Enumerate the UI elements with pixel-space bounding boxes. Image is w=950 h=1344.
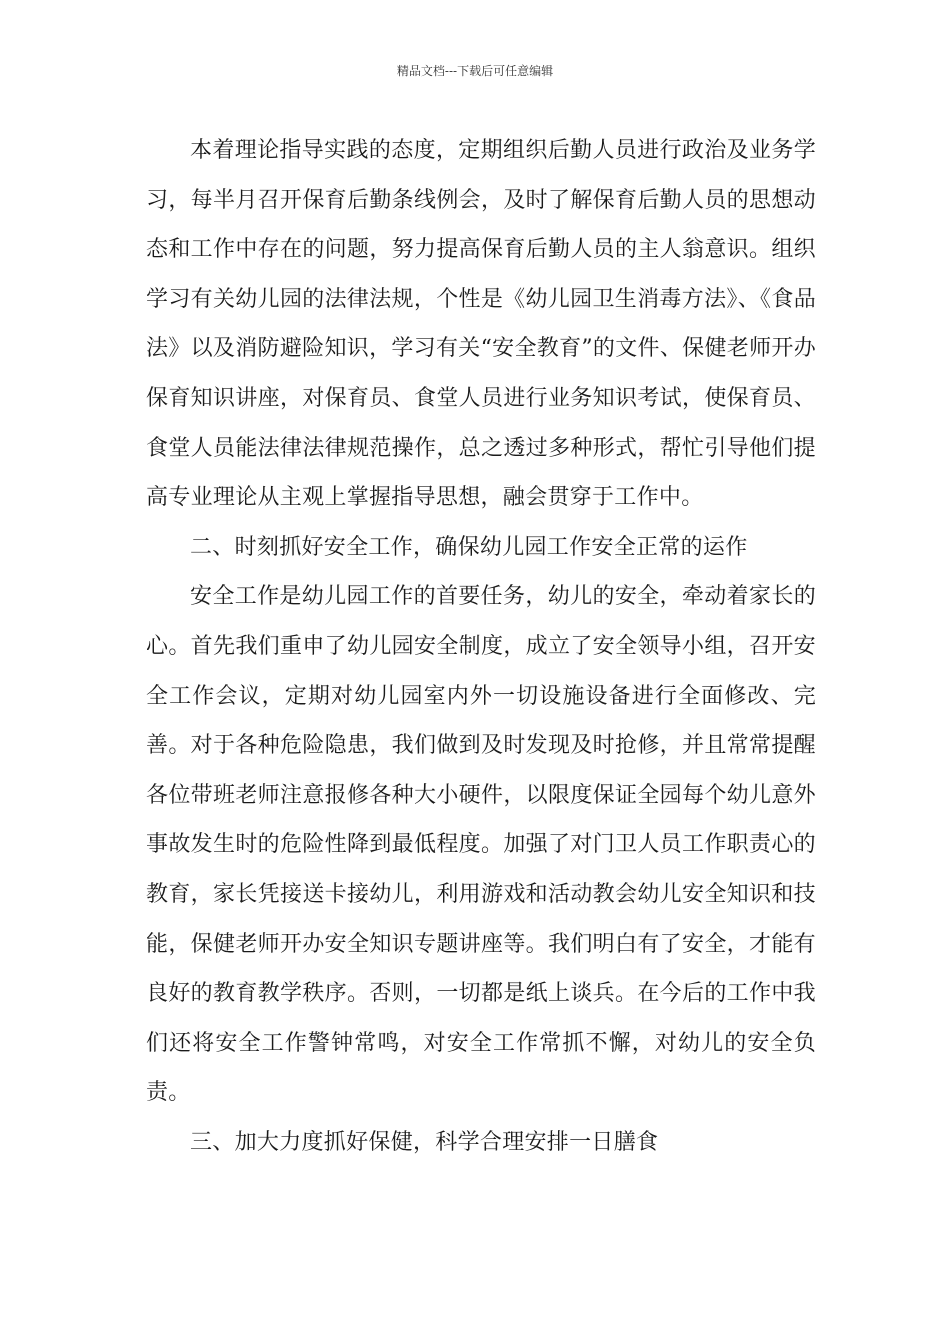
body-paragraph-2: 安全工作是幼儿园工作的首要任务，幼儿的安全，牵动着家长的心。首先我们重申了幼儿园安全制度，成立了安全领导小组，召开安全工作会议，定期对幼儿园室内外一切设施设备进行全面修改、完善。对于各种危险隐患，我们做到及时发现及时抢修，并且常常提醒各位带班老师注意报修各种大小硬件，以限度保证全园每个幼儿意外事故发生时的危险性降到最低程度。加强了对门卫人员工作职责心的教育，家长凭接送卡接幼儿，利用游戏和活动教会幼儿安全知识和技能，保健老师开办安全知识专题讲座等。我们明白有了安全，才能有良好的教育教学秩序。否则，一切都是纸上谈兵。在今后的工作中我们还将安全工作警钟常鸣，对安全工作常抓不懈，对幼儿的安全负责。 xyxy=(146,584,816,1106)
body-paragraph-1: 本着理论指导实践的态度，定期组织后勤人员进行政治及业务学习，每半月召开保育后勤条线例会，及时了解保育后勤人员的思想动态和工作中存在的问题，努力提高保育后勤人员的主人翁意识。组织学习有关幼儿园的法律法规，个性是《幼儿园卫生消毒方法》、《食品法》以及消防避险知识，学习有关“安全教育”的文件、保健老师开办保育知识讲座，对保育员、食堂人员进行业务知识考试，使保育员、食堂人员能法律法律规范操作，总之透过多种形式，帮忙引导他们提高专业理论从主观上掌握指导思想，融会贯穿于工作中。 xyxy=(146,138,816,511)
section-heading-2: 二、时刻抓好安全工作，确保幼儿园工作安全正常的运作 xyxy=(190,534,748,560)
page-header: 精品文档---下载后可任意编辑 xyxy=(396,64,554,78)
document-body xyxy=(146,126,816,1167)
section-heading-3: 三、加大力度抓好保健，科学合理安排一日膳食 xyxy=(190,1129,659,1155)
